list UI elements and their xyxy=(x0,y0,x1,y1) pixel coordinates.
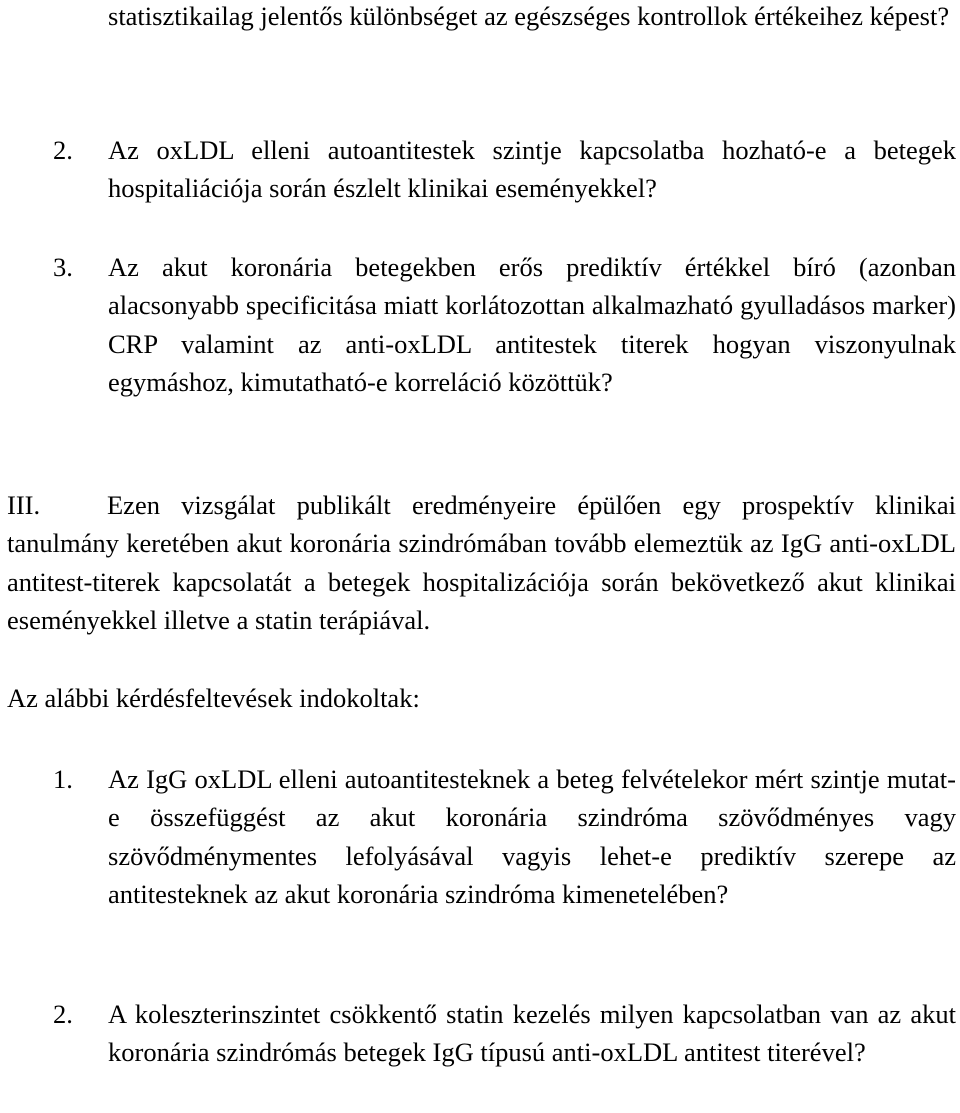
question-number: 3. xyxy=(53,252,73,282)
question-text: Az IgG oxLDL elleni autoantitesteknek a beteg felvételekor mért szintje mutat-e összefüggést az akut koronária szindróma szövődményes vagy szövődménymentes lefolyásával vagyis lehet-e prediktív szerepe az antitesteknek az akut koronária szindróma kimenetelében? xyxy=(108,764,956,910)
question-number: 2. xyxy=(53,135,73,165)
question-item-2 xyxy=(7,131,956,208)
question-text: Az akut koronária betegekben erős prediktív értékkel bíró (azonban alacsonyabb specificitása miatt korlátozottan alkalmazható gyulladásos marker) CRP valamint az anti-oxLDL antitestek titerek hogyan viszonyulnak egymáshoz, kimutatható-e korreláció közöttük? xyxy=(108,252,956,398)
question-text: Az oxLDL elleni autoantitestek szintje kapcsolatba hozható-e a betegek hospitaliációja során észlelt klinikai eseményekkel? xyxy=(108,135,956,204)
question-item-b1 xyxy=(7,760,956,914)
question-number: 2. xyxy=(53,999,73,1029)
question-1-continuation xyxy=(7,0,956,35)
section-iii-paragraph xyxy=(7,486,956,640)
questions-intro: Az alábbi kérdésfeltevések indokoltak: xyxy=(7,683,420,713)
question-item-b2 xyxy=(7,995,956,1072)
section-numeral: III. xyxy=(7,490,41,520)
section-text: Ezen vizsgálat publikált eredményeire épülően egy prospektív klinikai tanulmány keretében akut koronária szindrómában tovább elemeztük az IgG anti-oxLDL antitest-titerek kapcsolatát a betegek hospitalizációja során bekövetkező akut klinikai eseményekkel illetve a statin terápiával. xyxy=(7,490,956,636)
question-text: A koleszterinszintet csökkentő statin kezelés milyen kapcsolatban van az akut koronária szindrómás betegek IgG típusú anti-oxLDL antitest titerével? xyxy=(108,999,956,1068)
question-item-3 xyxy=(7,248,956,402)
question-number: 1. xyxy=(53,764,73,794)
question-text: statisztikailag jelentős különbséget az egészséges kontrollok értékeihez képest? xyxy=(108,1,950,31)
